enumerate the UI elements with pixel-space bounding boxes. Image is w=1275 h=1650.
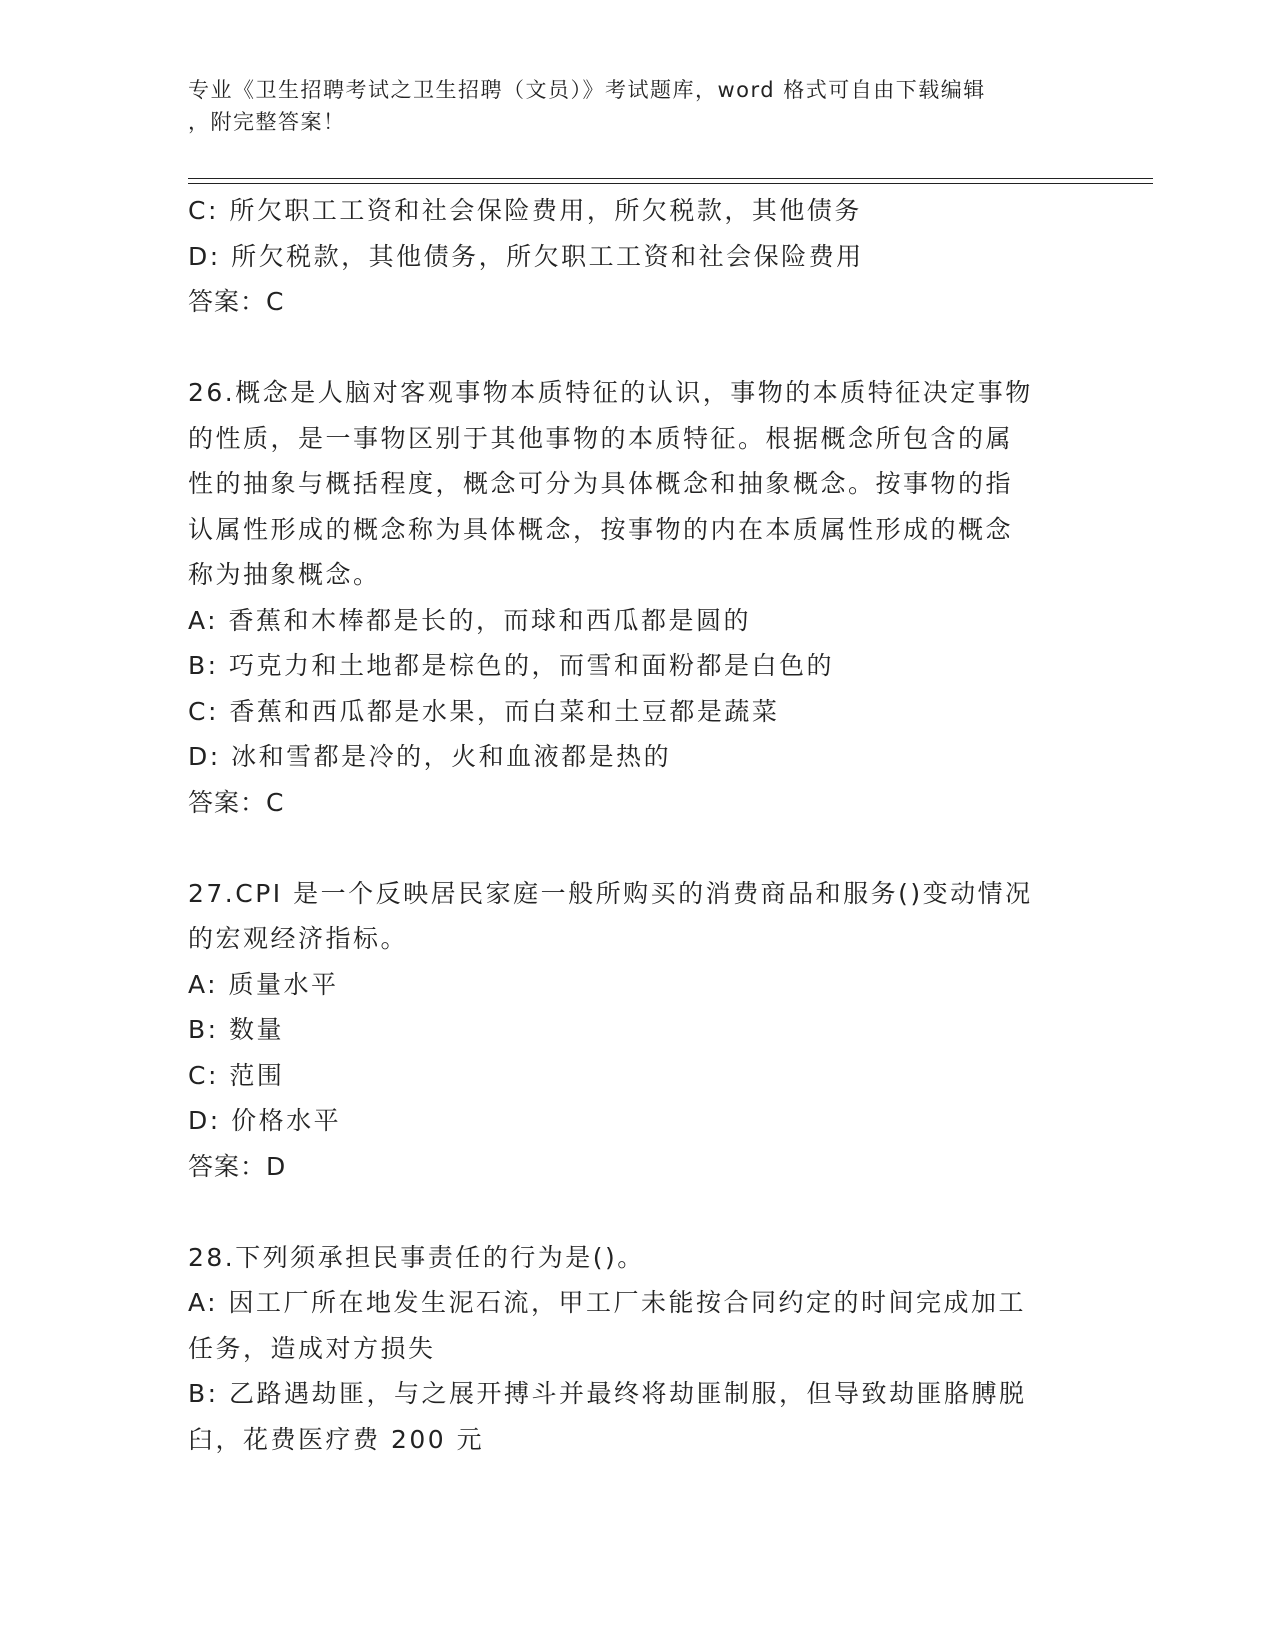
question-25-partial	[188, 188, 1088, 325]
option-d: D: 所欠税款，其他债务，所欠职工工资和社会保险费用	[188, 241, 864, 271]
question-stem-line: 的宏观经济指标。	[188, 924, 409, 953]
question-stem-line: 性的抽象与概括程度，概念可分为具体概念和抽象概念。按事物的指	[188, 469, 1014, 498]
question-stem-line: 称为抽象概念。	[188, 560, 381, 589]
header-divider-bottom	[188, 183, 1153, 184]
option-a: A: 质量水平	[188, 969, 339, 999]
document-body	[188, 188, 1088, 1462]
option-c: C: 范围	[188, 1060, 285, 1090]
question-28	[188, 1235, 1088, 1463]
header-line-2: ，附完整答案！	[188, 110, 346, 134]
option-a-line: 任务，造成对方损失	[188, 1333, 436, 1363]
option-b-line: B: 乙路遇劫匪，与之展开搏斗并最终将劫匪制服，但导致劫匪胳膊脱	[188, 1379, 1027, 1408]
answer: 答案：C	[188, 287, 285, 316]
spacer	[188, 325, 1088, 371]
option-c: C: 所欠职工工资和社会保险费用，所欠税款，其他债务	[188, 196, 862, 225]
option-a-line: A: 因工厂所在地发生泥石流，甲工厂未能按合同约定的时间完成加工	[188, 1288, 1027, 1317]
spacer	[188, 1189, 1088, 1235]
question-stem-line: 的性质，是一事物区别于其他事物的本质特征。根据概念所包含的属	[188, 423, 1014, 453]
question-stem-line: 27.CPI 是一个反映居民家庭一般所购买的消费商品和服务()变动情况	[188, 878, 1033, 908]
option-b: B: 巧克力和土地都是棕色的，而雪和面粉都是白色的	[188, 651, 835, 680]
spacer	[188, 825, 1088, 871]
question-27	[188, 871, 1088, 1190]
document-header	[188, 74, 1068, 138]
header-line-1: 专业《卫生招聘考试之卫生招聘（文员）》考试题库，word 格式可自由下载编辑	[188, 78, 986, 102]
question-stem-line: 26.概念是人脑对客观事物本质特征的认识，事物的本质特征决定事物	[188, 378, 1033, 407]
question-26	[188, 370, 1088, 825]
option-d: D: 价格水平	[188, 1106, 342, 1135]
question-stem-line: 认属性形成的概念称为具体概念，按事物的内在本质属性形成的概念	[188, 514, 1014, 544]
option-b-line: 臼，花费医疗费 200 元	[188, 1424, 485, 1454]
answer: 答案：D	[188, 1151, 287, 1181]
answer: 答案：C	[188, 787, 285, 817]
header-divider-top	[188, 178, 1153, 179]
option-c: C: 香蕉和西瓜都是水果，而白菜和土豆都是蔬菜	[188, 696, 780, 726]
question-stem-line: 28.下列须承担民事责任的行为是()。	[188, 1242, 645, 1272]
option-a: A: 香蕉和木棒都是长的，而球和西瓜都是圆的	[188, 605, 752, 635]
option-b: B: 数量	[188, 1015, 285, 1044]
option-d: D: 冰和雪都是冷的，火和血液都是热的	[188, 742, 672, 771]
